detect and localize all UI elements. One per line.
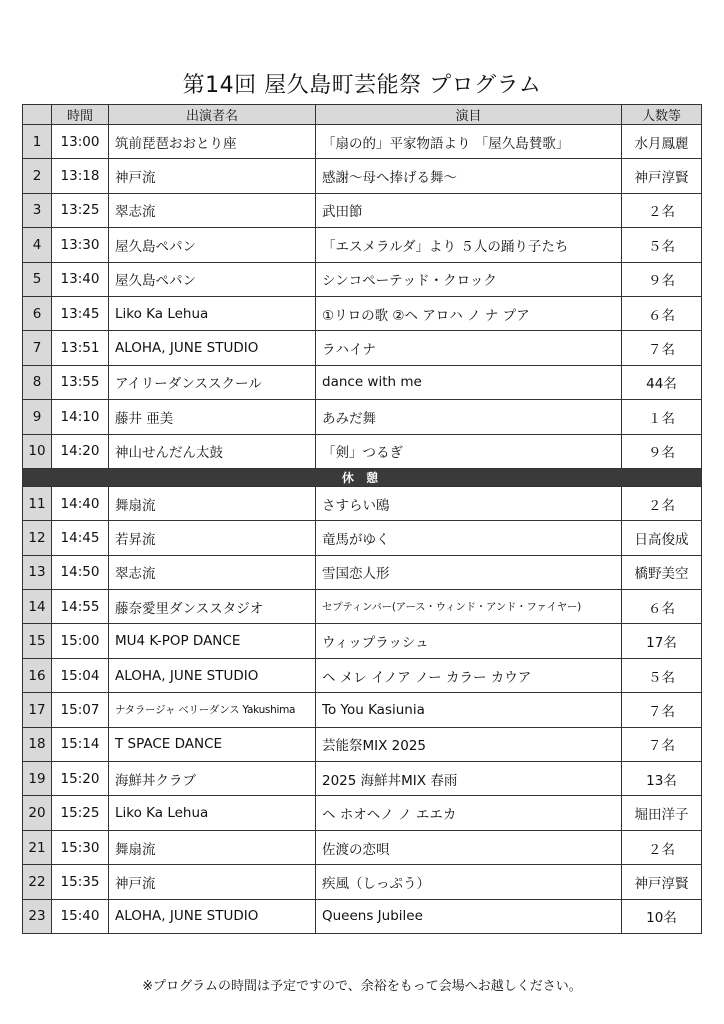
table-row bbox=[23, 434, 702, 468]
row-program: 疾風（しっぷう） bbox=[316, 865, 622, 899]
row-performer: 翠志流 bbox=[109, 193, 316, 227]
row-count: ７名 bbox=[622, 331, 702, 365]
row-number: 10 bbox=[23, 434, 52, 468]
header-performer: 出演者名 bbox=[109, 105, 316, 125]
row-number: 18 bbox=[23, 727, 52, 761]
table-header-row bbox=[23, 105, 702, 125]
table-row bbox=[23, 486, 702, 520]
row-number: 22 bbox=[23, 865, 52, 899]
row-performer: 神戸流 bbox=[109, 159, 316, 193]
table-row bbox=[23, 331, 702, 365]
row-count: 10名 bbox=[622, 899, 702, 933]
table-row bbox=[23, 400, 702, 434]
header-count: 人数等 bbox=[622, 105, 702, 125]
table-row bbox=[23, 727, 702, 761]
row-time: 15:07 bbox=[52, 693, 109, 727]
row-time: 14:20 bbox=[52, 434, 109, 468]
table-row bbox=[23, 796, 702, 830]
header-number bbox=[23, 105, 52, 125]
row-performer: 舞扇流 bbox=[109, 830, 316, 864]
row-program: あみだ舞 bbox=[316, 400, 622, 434]
row-program: ①リロの歌 ②ヘ アロハ ノ ナ プア bbox=[316, 296, 622, 330]
row-count: ９名 bbox=[622, 262, 702, 296]
row-program: シンコペーテッド・クロック bbox=[316, 262, 622, 296]
row-number: 8 bbox=[23, 365, 52, 399]
row-number: 2 bbox=[23, 159, 52, 193]
row-program: 「扇の的」平家物語より 「屋久島賛歌」 bbox=[316, 125, 622, 159]
row-count: ６名 bbox=[622, 296, 702, 330]
row-program: 「剣」つるぎ bbox=[316, 434, 622, 468]
row-time: 15:20 bbox=[52, 762, 109, 796]
row-number: 7 bbox=[23, 331, 52, 365]
row-time: 13:51 bbox=[52, 331, 109, 365]
header-time: 時間 bbox=[52, 105, 109, 125]
table-row bbox=[23, 865, 702, 899]
row-count: 神戸淳賢 bbox=[622, 865, 702, 899]
table-row bbox=[23, 624, 702, 658]
row-performer: 神戸流 bbox=[109, 865, 316, 899]
row-count: ６名 bbox=[622, 590, 702, 624]
row-program: dance with me bbox=[316, 365, 622, 399]
row-number: 11 bbox=[23, 486, 52, 520]
row-count: ５名 bbox=[622, 228, 702, 262]
row-number: 1 bbox=[23, 125, 52, 159]
table-row bbox=[23, 555, 702, 589]
row-number: 21 bbox=[23, 830, 52, 864]
row-program: 「エスメラルダ」より ５人の踊り子たち bbox=[316, 228, 622, 262]
row-performer: ALOHA, JUNE STUDIO bbox=[109, 658, 316, 692]
row-time: 14:50 bbox=[52, 555, 109, 589]
table-row bbox=[23, 125, 702, 159]
row-time: 14:10 bbox=[52, 400, 109, 434]
row-program: To You Kasiunia bbox=[316, 693, 622, 727]
row-time: 15:00 bbox=[52, 624, 109, 658]
row-number: 12 bbox=[23, 521, 52, 555]
row-performer: ナタラージャ ベリーダンス Yakushima bbox=[109, 693, 316, 727]
row-number: 17 bbox=[23, 693, 52, 727]
row-count: ７名 bbox=[622, 693, 702, 727]
row-performer: MU4 K-POP DANCE bbox=[109, 624, 316, 658]
table-row bbox=[23, 658, 702, 692]
row-performer: 屋久島ペパン bbox=[109, 262, 316, 296]
row-time: 14:45 bbox=[52, 521, 109, 555]
row-time: 15:14 bbox=[52, 727, 109, 761]
row-performer: 舞扇流 bbox=[109, 486, 316, 520]
table-row bbox=[23, 159, 702, 193]
row-program: 2025 海鮮丼MIX 春雨 bbox=[316, 762, 622, 796]
row-performer: アイリーダンススクール bbox=[109, 365, 316, 399]
row-number: 16 bbox=[23, 658, 52, 692]
table-row bbox=[23, 296, 702, 330]
table-row bbox=[23, 228, 702, 262]
table-body-part1 bbox=[23, 125, 702, 469]
row-count: 44名 bbox=[622, 365, 702, 399]
row-program: 雪国恋人形 bbox=[316, 555, 622, 589]
row-count: １名 bbox=[622, 400, 702, 434]
row-program: セプティンバー(アース・ウィンド・アンド・ファイヤー) bbox=[316, 590, 622, 624]
table-row bbox=[23, 193, 702, 227]
row-count: 橋野美空 bbox=[622, 555, 702, 589]
row-number: 19 bbox=[23, 762, 52, 796]
row-time: 15:30 bbox=[52, 830, 109, 864]
row-number: 15 bbox=[23, 624, 52, 658]
row-program: 佐渡の恋唄 bbox=[316, 830, 622, 864]
row-performer: ALOHA, JUNE STUDIO bbox=[109, 331, 316, 365]
table-row bbox=[23, 762, 702, 796]
row-program: 感謝～母へ捧げる舞～ bbox=[316, 159, 622, 193]
row-count: 水月鳳麗 bbox=[622, 125, 702, 159]
row-performer: 屋久島ペパン bbox=[109, 228, 316, 262]
row-number: 6 bbox=[23, 296, 52, 330]
row-number: 5 bbox=[23, 262, 52, 296]
row-time: 15:04 bbox=[52, 658, 109, 692]
row-time: 13:40 bbox=[52, 262, 109, 296]
row-count: 堀田洋子 bbox=[622, 796, 702, 830]
row-performer: 筑前琵琶おおとり座 bbox=[109, 125, 316, 159]
row-performer: 海鮮丼クラブ bbox=[109, 762, 316, 796]
row-count: ５名 bbox=[622, 658, 702, 692]
row-time: 13:18 bbox=[52, 159, 109, 193]
footnote: ※プログラムの時間は予定ですので、余裕をもって会場へお越しください。 bbox=[142, 979, 582, 994]
row-performer: 神山せんだん太鼓 bbox=[109, 434, 316, 468]
row-count: 神戸淳賢 bbox=[622, 159, 702, 193]
table-row bbox=[23, 830, 702, 864]
row-count: ２名 bbox=[622, 193, 702, 227]
row-program: ウィップラッシュ bbox=[316, 624, 622, 658]
row-time: 13:55 bbox=[52, 365, 109, 399]
row-program: 武田節 bbox=[316, 193, 622, 227]
break-label: 休 憩 bbox=[23, 468, 702, 486]
break-row bbox=[23, 468, 702, 486]
row-number: 9 bbox=[23, 400, 52, 434]
table-row bbox=[23, 521, 702, 555]
row-count: 13名 bbox=[622, 762, 702, 796]
row-number: 14 bbox=[23, 590, 52, 624]
row-count: 17名 bbox=[622, 624, 702, 658]
row-performer: T SPACE DANCE bbox=[109, 727, 316, 761]
row-count: ２名 bbox=[622, 830, 702, 864]
page-title: 第14回 屋久島町芸能祭 プログラム bbox=[182, 73, 542, 98]
table-row bbox=[23, 365, 702, 399]
row-time: 15:40 bbox=[52, 899, 109, 933]
row-performer: 若昇流 bbox=[109, 521, 316, 555]
table-row bbox=[23, 899, 702, 933]
row-number: 3 bbox=[23, 193, 52, 227]
row-time: 13:45 bbox=[52, 296, 109, 330]
row-count: ９名 bbox=[622, 434, 702, 468]
row-count: ２名 bbox=[622, 486, 702, 520]
row-number: 4 bbox=[23, 228, 52, 262]
row-performer: 藤奈愛里ダンススタジオ bbox=[109, 590, 316, 624]
row-time: 13:30 bbox=[52, 228, 109, 262]
row-program: ラハイナ bbox=[316, 331, 622, 365]
row-time: 14:55 bbox=[52, 590, 109, 624]
row-program: ヘ メレ イノア ノー カラー カウア bbox=[316, 658, 622, 692]
table-break bbox=[23, 468, 702, 486]
table-row bbox=[23, 693, 702, 727]
row-program: 竜馬がゆく bbox=[316, 521, 622, 555]
row-time: 15:35 bbox=[52, 865, 109, 899]
table-row bbox=[23, 262, 702, 296]
row-performer: Liko Ka Lehua bbox=[109, 796, 316, 830]
row-program: さすらい鴎 bbox=[316, 486, 622, 520]
row-performer: ALOHA, JUNE STUDIO bbox=[109, 899, 316, 933]
table-body-part2 bbox=[23, 486, 702, 933]
row-number: 20 bbox=[23, 796, 52, 830]
row-time: 14:40 bbox=[52, 486, 109, 520]
table-row bbox=[23, 590, 702, 624]
row-number: 23 bbox=[23, 899, 52, 933]
row-count: ７名 bbox=[622, 727, 702, 761]
row-count: 日高俊成 bbox=[622, 521, 702, 555]
program-table bbox=[22, 104, 702, 934]
row-program: Queens Jubilee bbox=[316, 899, 622, 933]
row-program: 芸能祭MIX 2025 bbox=[316, 727, 622, 761]
row-performer: 翠志流 bbox=[109, 555, 316, 589]
row-time: 13:00 bbox=[52, 125, 109, 159]
row-program: ヘ ホオヘノ ノ エエカ bbox=[316, 796, 622, 830]
header-program: 演目 bbox=[316, 105, 622, 125]
row-performer: Liko Ka Lehua bbox=[109, 296, 316, 330]
row-time: 15:25 bbox=[52, 796, 109, 830]
row-number: 13 bbox=[23, 555, 52, 589]
row-time: 13:25 bbox=[52, 193, 109, 227]
row-performer: 藤井 亜美 bbox=[109, 400, 316, 434]
